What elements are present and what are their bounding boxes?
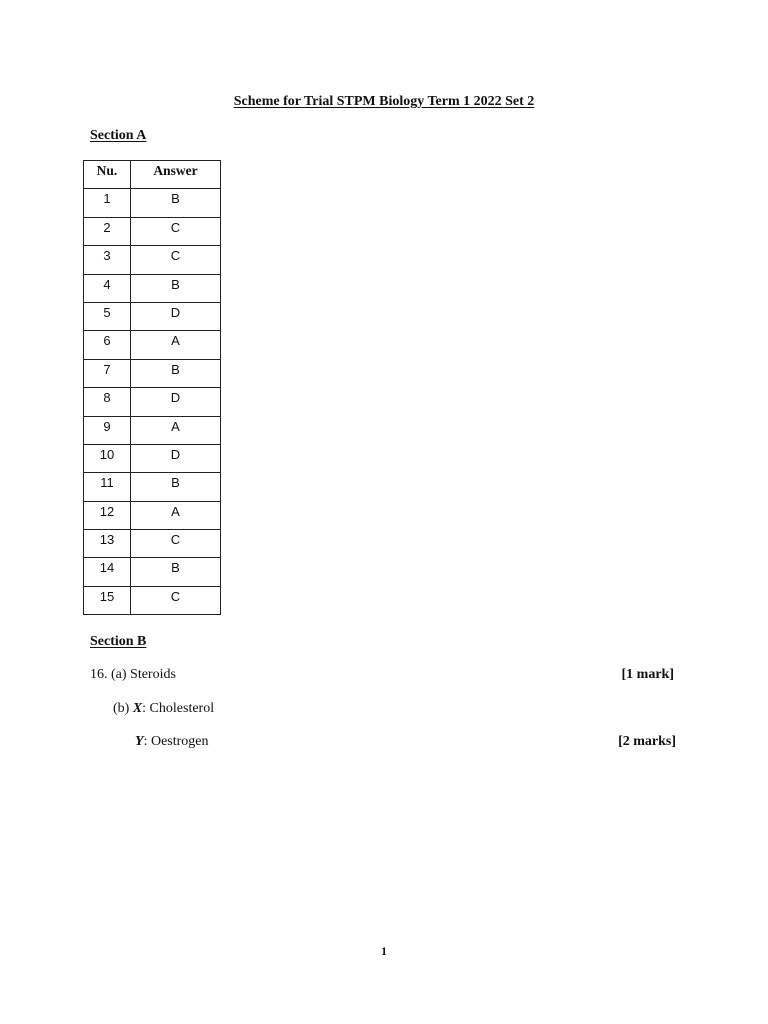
answer-cell: C (131, 586, 221, 614)
table-row (84, 359, 221, 387)
answer-cell: C (131, 217, 221, 245)
answer-cell: D (131, 302, 221, 330)
q16b-y-line (135, 734, 209, 750)
answer-table (83, 160, 221, 615)
q16b-x-line (113, 701, 214, 717)
table-row (84, 558, 221, 586)
answer-cell: A (131, 501, 221, 529)
answer-cell: A (131, 416, 221, 444)
question-number: 9 (84, 416, 131, 444)
table-row (84, 217, 221, 245)
question-number: 3 (84, 246, 131, 274)
question-number: 14 (84, 558, 131, 586)
table-row (84, 416, 221, 444)
question-number: 15 (84, 586, 131, 614)
question-number: 2 (84, 217, 131, 245)
section-a-heading: Section A (90, 128, 147, 143)
q16a-mark: [1 mark] (621, 667, 674, 682)
question-number: 4 (84, 274, 131, 302)
q16b-mark: [2 marks] (618, 734, 676, 749)
table-row (84, 246, 221, 274)
question-number: 13 (84, 530, 131, 558)
answer-cell: B (131, 189, 221, 217)
table-row (84, 274, 221, 302)
answer-table-header-row (84, 161, 221, 189)
table-row (84, 473, 221, 501)
y-answer: : Oestrogen (143, 734, 209, 749)
table-row (84, 530, 221, 558)
answer-cell: C (131, 246, 221, 274)
page-number: 1 (381, 944, 387, 958)
table-row (84, 331, 221, 359)
table-row (84, 302, 221, 330)
x-answer: : Cholesterol (142, 701, 215, 716)
question-number: 6 (84, 331, 131, 359)
section-b-heading: Section B (90, 634, 147, 649)
q16a-answer: 16. (a) Steroids (90, 667, 176, 682)
answer-cell: B (131, 473, 221, 501)
header-answer: Answer (131, 161, 221, 189)
q16b-prefix: (b) (113, 701, 133, 716)
answer-cell: B (131, 274, 221, 302)
table-row (84, 444, 221, 472)
question-number: 11 (84, 473, 131, 501)
x-label: X (132, 701, 143, 716)
table-row (84, 501, 221, 529)
table-row (84, 388, 221, 416)
answer-cell: B (131, 558, 221, 586)
question-number: 10 (84, 444, 131, 472)
answer-cell: B (131, 359, 221, 387)
question-number: 5 (84, 302, 131, 330)
answer-cell: D (131, 444, 221, 472)
header-number: Nu. (84, 161, 131, 189)
question-number: 1 (84, 189, 131, 217)
table-row (84, 189, 221, 217)
question-number: 8 (84, 388, 131, 416)
question-number: 7 (84, 359, 131, 387)
answer-cell: A (131, 331, 221, 359)
answer-cell: C (131, 530, 221, 558)
answer-cell: D (131, 388, 221, 416)
document-title: Scheme for Trial STPM Biology Term 1 2022 Set 2 (233, 94, 535, 109)
table-row (84, 586, 221, 614)
question-number: 12 (84, 501, 131, 529)
y-label: Y (135, 734, 144, 749)
